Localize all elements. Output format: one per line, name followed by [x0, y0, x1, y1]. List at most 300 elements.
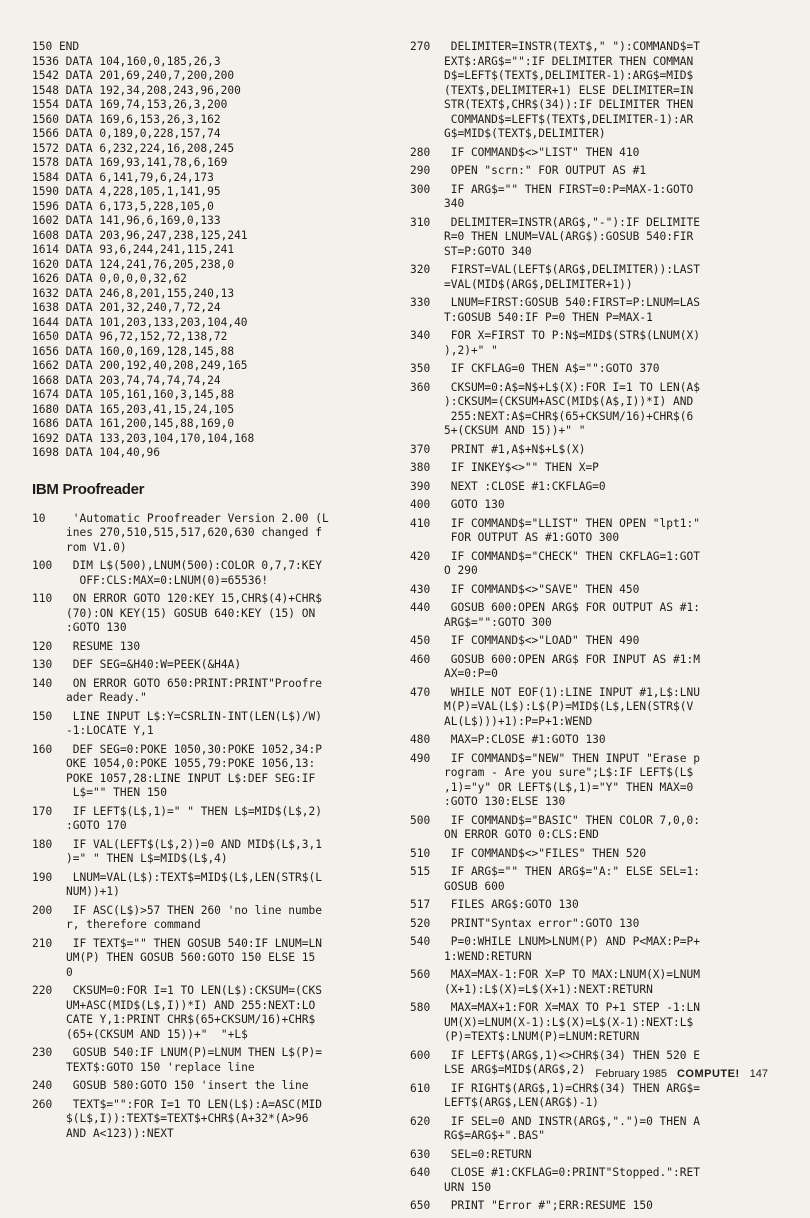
code-line	[32, 512, 398, 527]
code-text: FOR X=FIRST TO P:N$=MID$(STR$(LNUM(X)	[444, 329, 700, 342]
code-text: ON ERROR GOTO 650:PRINT:PRINT"Proofre	[66, 676, 322, 690]
right-column	[410, 40, 800, 1218]
line-number: 600	[410, 1048, 431, 1062]
code-line	[32, 984, 398, 999]
line-number	[410, 344, 444, 359]
data-line: 1542 DATA 201,69,240,7,200,200	[32, 69, 235, 82]
line-number	[410, 766, 444, 781]
line-number: 610	[410, 1081, 431, 1095]
line-number	[410, 531, 444, 546]
code-line	[32, 852, 398, 867]
code-line	[410, 344, 800, 359]
code-line	[32, 937, 398, 952]
code-text: SEL=0:RETURN	[444, 1147, 532, 1161]
line-number	[410, 1030, 444, 1045]
data-listing	[32, 40, 398, 461]
code-text: PRINT "Error #";ERR:RESUME 150	[444, 1199, 653, 1212]
line-number	[410, 245, 444, 260]
line-number: 400	[410, 498, 431, 511]
line-number	[410, 795, 444, 810]
line-number	[32, 526, 66, 541]
line-number: 110	[32, 592, 53, 605]
code-text: STR(TEXT$,CHR$(34)):IF DELIMITER THEN	[444, 98, 694, 111]
code-line	[410, 55, 800, 70]
code-line	[410, 686, 800, 701]
code-line	[410, 263, 800, 278]
code-text: r, therefore command	[66, 918, 201, 931]
line-number: 130	[32, 658, 53, 671]
code-line	[410, 127, 800, 142]
code-text: DELIMITER=INSTR(TEXT$," "):COMMAND$=T	[444, 40, 700, 53]
data-line: 1578 DATA 169,93,141,78,6,169	[32, 156, 228, 169]
code-line	[32, 559, 398, 574]
code-text: NEXT :CLOSE #1:CKFLAG=0	[444, 479, 606, 493]
code-text: MAX=MAX+1:FOR X=MAX TO P+1 STEP -1:LN	[444, 1001, 700, 1014]
code-line	[410, 733, 800, 748]
code-line	[32, 999, 398, 1014]
code-text: PRINT #1,A$+N$+L$(X)	[444, 442, 586, 456]
code-text: LEFT$(ARG$,LEN(ARG$)-1)	[444, 1096, 599, 1109]
line-number	[32, 966, 66, 981]
line-number	[410, 667, 444, 682]
code-text: OKE 1054,0:POKE 1055,79:POKE 1056,13:	[66, 757, 316, 770]
code-line	[410, 1001, 800, 1016]
data-line: 1554 DATA 169,74,153,26,3,200	[32, 98, 228, 111]
code-line	[32, 640, 398, 655]
line-number	[410, 1063, 444, 1078]
code-line	[410, 278, 800, 293]
code-line	[32, 885, 398, 900]
code-text: DEF SEG=0:POKE 1050,30:POKE 1052,34:P	[66, 742, 322, 756]
code-line	[410, 634, 800, 649]
line-number: 10	[32, 511, 46, 525]
code-text: TEXT$="":FOR I=1 TO LEN(L$):A=ASC(MID	[66, 1097, 322, 1111]
code-line	[410, 752, 800, 767]
data-line: 1608 DATA 203,96,247,238,125,241	[32, 228, 248, 242]
data-line: 1626 DATA 0,0,0,0,32,62	[32, 272, 187, 285]
line-number	[410, 880, 444, 895]
code-line	[410, 40, 800, 55]
code-line	[32, 710, 398, 725]
data-line: 1614 DATA 93,6,244,241,115,241	[32, 243, 235, 256]
line-number: 460	[410, 652, 431, 666]
line-number	[410, 828, 444, 843]
data-line: 1590 DATA 4,228,105,1,141,95	[32, 185, 221, 198]
code-line	[410, 715, 800, 730]
code-text: NUM))+1)	[66, 885, 120, 898]
code-line	[32, 819, 398, 834]
code-text: AND A<123)):NEXT	[66, 1126, 174, 1140]
line-number	[32, 541, 66, 556]
code-line	[410, 197, 800, 212]
line-number	[32, 1061, 66, 1076]
line-number: 200	[32, 903, 53, 917]
code-line	[410, 616, 800, 631]
code-text: IF COMMAND$="LLIST" THEN OPEN "lpt1:"	[444, 516, 700, 530]
code-text: URN 150	[444, 1180, 492, 1194]
line-number	[410, 983, 444, 998]
line-number: 515	[410, 865, 431, 878]
data-line: 1560 DATA 169,6,153,26,3,162	[32, 112, 221, 126]
code-line	[410, 183, 800, 198]
code-text: LSE ARG$=MID$(ARG$,2)	[444, 1063, 586, 1076]
code-line	[410, 296, 800, 311]
line-number: 640	[410, 1166, 431, 1179]
line-number: 580	[410, 1001, 431, 1014]
line-number	[410, 98, 444, 113]
code-line	[410, 230, 800, 245]
line-number: 630	[410, 1147, 431, 1161]
code-text: GOSUB 600:OPEN ARG$ FOR OUTPUT AS #1:	[444, 601, 700, 614]
line-number	[410, 950, 444, 965]
code-line	[32, 871, 398, 886]
code-text: IF TEXT$="" THEN GOSUB 540:IF LNUM=LN	[66, 936, 322, 950]
code-text: UM(X)=LNUM(X-1):L$(X)=L$(X-1):NEXT:L$	[444, 1015, 694, 1029]
code-text: ST=P:GOTO 340	[444, 244, 532, 258]
page-number: 147	[749, 1068, 768, 1080]
code-line	[32, 1046, 398, 1061]
code-line	[410, 781, 800, 796]
data-line: 1650 DATA 96,72,152,72,138,72	[32, 330, 228, 343]
page-footer	[595, 1068, 768, 1080]
code-text: $(L$,I)):TEXT$=TEXT$+CHR$(A+32*(A>96	[66, 1112, 309, 1125]
code-text: GOSUB 600:OPEN ARG$ FOR INPUT AS #1:M	[444, 652, 700, 666]
line-number: 480	[410, 733, 431, 746]
data-line: 1536 DATA 104,160,0,185,26,3	[32, 54, 221, 68]
line-number	[32, 852, 66, 867]
line-number	[32, 951, 66, 966]
line-number: 120	[32, 639, 53, 653]
data-line: 1638 DATA 201,32,240,7,72,24	[32, 301, 221, 314]
line-number: 310	[410, 215, 431, 229]
code-line	[410, 968, 800, 983]
code-line	[32, 786, 398, 801]
code-line	[32, 838, 398, 853]
code-text: =VAL(MID$(ARG$,DELIMITER+1))	[444, 277, 633, 291]
code-line	[410, 443, 800, 458]
code-line	[32, 1028, 398, 1043]
line-number: 230	[32, 1046, 53, 1059]
code-text: RG$=ARG$+".BAS"	[444, 1129, 546, 1142]
code-line	[410, 84, 800, 99]
line-number	[32, 1013, 66, 1028]
code-text: EXT$:ARG$="":IF DELIMITER THEN COMMAN	[444, 54, 694, 68]
code-text: IF CKFLAG=0 THEN A$="":GOTO 370	[444, 362, 660, 375]
data-line: 1674 DATA 105,161,160,3,145,88	[32, 388, 235, 401]
code-text: PRINT"Syntax error":GOTO 130	[444, 916, 640, 930]
code-line	[410, 311, 800, 326]
line-number	[32, 1112, 66, 1127]
code-text: GOSUB 580:GOTO 150 'insert the line	[66, 1079, 309, 1092]
code-text: CKSUM=0:A$=N$+L$(X):FOR I=1 TO LEN(A$	[444, 380, 700, 394]
line-number: 300	[410, 182, 431, 196]
code-line	[32, 904, 398, 919]
code-line	[32, 621, 398, 636]
code-line	[32, 1127, 398, 1142]
code-text: 'Automatic Proofreader Version 2.00 (L	[66, 511, 329, 525]
code-line	[410, 424, 800, 439]
code-line	[410, 653, 800, 668]
code-line	[410, 531, 800, 546]
code-text: IF COMMAND$<>"LOAD" THEN 490	[444, 634, 640, 647]
code-text: ON ERROR GOTO 120:KEY 15,CHR$(4)+CHR$	[66, 592, 322, 605]
line-number	[32, 1028, 66, 1043]
line-number	[410, 781, 444, 796]
line-number	[32, 918, 66, 933]
line-number: 160	[32, 742, 53, 756]
line-number: 390	[410, 479, 431, 493]
left-column	[32, 40, 398, 1145]
code-text: (TEXT$,DELIMITER+1) ELSE DELIMITER=IN	[444, 83, 694, 97]
code-text: 5+(CKSUM AND 15))+" "	[444, 424, 586, 437]
code-text: IF ARG$="" THEN FIRST=0:P=MAX-1:GOTO	[444, 182, 694, 196]
line-number	[32, 757, 66, 772]
code-line	[410, 517, 800, 532]
line-number	[410, 564, 444, 579]
code-line	[32, 772, 398, 787]
line-number: 490	[410, 751, 431, 765]
line-number: 290	[410, 164, 431, 177]
line-number: 450	[410, 634, 431, 647]
code-text: IF COMMAND$="NEW" THEN INPUT "Erase p	[444, 751, 700, 765]
data-line: 150 END	[32, 40, 80, 53]
line-number	[410, 1096, 444, 1111]
code-text: (X+1):L$(X)=L$(X+1):NEXT:RETURN	[444, 982, 653, 996]
data-line: 1662 DATA 200,192,40,208,249,165	[32, 359, 248, 372]
line-number	[410, 715, 444, 730]
code-text: ader Ready."	[66, 691, 147, 704]
code-line	[32, 757, 398, 772]
line-number	[410, 113, 444, 128]
data-line: 1686 DATA 161,200,145,88,169,0	[32, 417, 235, 430]
line-number: 150	[32, 709, 53, 723]
code-line	[32, 1061, 398, 1076]
code-line	[410, 1082, 800, 1097]
code-line	[410, 583, 800, 598]
code-line	[410, 795, 800, 810]
code-text: UM+ASC(MID$(L$,I))*I) AND 255:NEXT:LO	[66, 998, 316, 1012]
code-text: :GOTO 130	[66, 621, 127, 634]
code-text: IF COMMAND$="CHECK" THEN CKFLAG=1:GOT	[444, 549, 700, 563]
code-text: (65+(CKSUM AND 15))+" "+L$	[66, 1027, 248, 1041]
code-text: GOSUB 600	[444, 879, 505, 893]
code-line	[32, 526, 398, 541]
code-line	[32, 724, 398, 739]
data-line: 1548 DATA 192,34,208,243,96,200	[32, 83, 241, 97]
code-line	[410, 700, 800, 715]
code-line	[410, 564, 800, 579]
line-number	[410, 127, 444, 142]
data-line: 1572 DATA 6,232,224,16,208,245	[32, 141, 235, 155]
line-number	[32, 786, 66, 801]
line-number	[410, 1016, 444, 1031]
code-line	[410, 480, 800, 495]
code-line	[32, 592, 398, 607]
code-line	[32, 1079, 398, 1094]
code-text: IF COMMAND$<>"SAVE" THEN 450	[444, 582, 640, 596]
code-line	[32, 805, 398, 820]
code-line	[410, 329, 800, 344]
data-line: 1566 DATA 0,189,0,228,157,74	[32, 127, 221, 140]
code-text: IF COMMAND$<>"LIST" THEN 410	[444, 145, 640, 159]
code-line	[410, 1049, 800, 1064]
line-number	[32, 691, 66, 706]
code-text: UM(P) THEN GOSUB 560:GOTO 150 ELSE 15	[66, 951, 316, 964]
code-text: :GOTO 170	[66, 819, 127, 832]
code-text: FILES ARG$:GOTO 130	[444, 898, 579, 911]
code-line	[410, 216, 800, 231]
code-text: IF SEL=0 AND INSTR(ARG$,".")=0 THEN A	[444, 1114, 700, 1128]
code-text: L$="" THEN 150	[66, 786, 168, 799]
code-line	[410, 1181, 800, 1196]
code-text: ines 270,510,515,517,620,630 changed f	[66, 526, 322, 539]
code-text: CKSUM=0:FOR I=1 TO LEN(L$):CKSUM=(CKS	[66, 984, 322, 997]
code-line	[32, 658, 398, 673]
code-text: R=0 THEN LNUM=VAL(ARG$):GOSUB 540:FIR	[444, 230, 694, 243]
code-line	[32, 918, 398, 933]
code-line	[410, 498, 800, 513]
code-text: OPEN "scrn:" FOR OUTPUT AS #1	[444, 164, 647, 177]
code-text: ARG$="":GOTO 300	[444, 615, 552, 629]
code-line	[410, 1199, 800, 1214]
line-number: 340	[410, 329, 431, 342]
code-text: ):CKSUM=(CKSUM+ASC(MID$(A$,I))*I) AND	[444, 395, 694, 408]
line-number: 410	[410, 516, 431, 530]
code-text: MAX=P:CLOSE #1:GOTO 130	[444, 733, 606, 746]
line-number	[32, 1127, 66, 1142]
code-text: DIM L$(500),LNUM(500):COLOR 0,7,7:KEY	[66, 559, 322, 572]
code-line	[410, 667, 800, 682]
code-line	[32, 541, 398, 556]
code-text: GOSUB 540:IF LNUM(P)=LNUM THEN L$(P)=	[66, 1046, 322, 1059]
code-text: LINE INPUT L$:Y=CSRLIN-INT(LEN(L$)/W)	[66, 709, 322, 723]
line-number: 270	[410, 40, 431, 53]
line-number	[410, 84, 444, 99]
line-number: 360	[410, 380, 431, 394]
code-text: IF ASC(L$)>57 THEN 260 'no line numbe	[66, 903, 322, 917]
code-line	[410, 828, 800, 843]
data-line: 1644 DATA 101,203,133,203,104,40	[32, 315, 248, 329]
code-line	[410, 164, 800, 179]
code-text: DELIMITER=INSTR(ARG$,"-"):IF DELIMITE	[444, 215, 700, 229]
code-text: WHILE NOT EOF(1):LINE INPUT #1,L$:LNU	[444, 685, 700, 699]
line-number	[410, 1129, 444, 1144]
code-line	[410, 1148, 800, 1163]
line-number: 560	[410, 968, 431, 981]
code-line	[32, 1112, 398, 1127]
line-number: 220	[32, 984, 53, 997]
line-number: 330	[410, 296, 431, 309]
code-text: IF RIGHT$(ARG$,1)=CHR$(34) THEN ARG$=	[444, 1081, 700, 1095]
line-number	[410, 230, 444, 245]
code-text: P=0:WHILE LNUM>LNUM(P) AND P<MAX:P=P+	[444, 935, 700, 948]
line-number: 140	[32, 676, 53, 690]
code-line	[410, 113, 800, 128]
issue-date: February 1985	[595, 1068, 667, 1080]
data-line: 1596 DATA 6,173,5,228,105,0	[32, 199, 214, 213]
line-number	[32, 885, 66, 900]
data-line: 1620 DATA 124,241,76,205,238,0	[32, 257, 235, 271]
code-line	[410, 69, 800, 84]
code-text: LNUM=FIRST:GOSUB 540:FIRST=P:LNUM=LAS	[444, 296, 700, 309]
code-line	[410, 766, 800, 781]
code-line	[32, 966, 398, 981]
line-number: 620	[410, 1114, 431, 1128]
code-text: (70):ON KEY(15) GOSUB 640:KEY (15) ON	[66, 606, 316, 620]
line-number: 420	[410, 549, 431, 563]
code-text: AL(L$)))+1):P=P+1:WEND	[444, 714, 593, 728]
statement-gap	[32, 1141, 398, 1145]
code-line	[410, 146, 800, 161]
code-line	[410, 245, 800, 260]
code-text: OFF:CLS:MAX=0:LNUM(0)=65536!	[66, 573, 269, 587]
code-line	[410, 865, 800, 880]
code-text: FIRST=VAL(LEFT$(ARG$,DELIMITER)):LAST	[444, 263, 700, 276]
line-number	[32, 574, 66, 589]
code-line	[410, 1129, 800, 1144]
code-text: IF VAL(LEFT$(L$,2))=0 AND MID$(L$,3,1	[66, 837, 322, 851]
data-line: 1698 DATA 104,40,96	[32, 446, 160, 459]
code-text: CATE Y,1:PRINT CHR$(65+CKSUM/16)+CHR$	[66, 1013, 316, 1026]
code-text: TEXT$:GOTO 150 'replace line	[66, 1060, 255, 1074]
code-text: ,1)="y" OR LEFT$(L$,1)="Y" THEN MAX=0	[444, 780, 694, 794]
line-number: 517	[410, 898, 431, 911]
code-line	[32, 677, 398, 692]
data-line: 1668 DATA 203,74,74,74,74,24	[32, 373, 221, 387]
code-line	[410, 1115, 800, 1130]
code-line	[32, 1013, 398, 1028]
code-text: rogram - Are you sure";L$:IF LEFT$(L$	[444, 766, 694, 779]
section-heading: IBM Proofreader	[32, 480, 145, 498]
line-number: 210	[32, 936, 53, 950]
line-number: 510	[410, 846, 431, 860]
statement-gap	[410, 1214, 800, 1218]
line-number	[410, 1181, 444, 1196]
code-line	[410, 917, 800, 932]
line-number: 380	[410, 461, 431, 474]
code-text: 340	[444, 197, 465, 210]
line-number	[32, 724, 66, 739]
data-line: 1680 DATA 165,203,41,15,24,105	[32, 402, 235, 416]
line-number: 500	[410, 813, 431, 827]
line-number: 370	[410, 442, 431, 456]
code-text: )=" " THEN L$=MID$(L$,4)	[66, 852, 228, 865]
code-line	[410, 410, 800, 425]
code-text: IF ARG$="" THEN ARG$="A:" ELSE SEL=1:	[444, 865, 700, 878]
code-text: DEF SEG=&H40:W=PEEK(&H4A)	[66, 658, 242, 671]
magazine-name: COMPUTE!	[676, 1068, 740, 1080]
code-line	[410, 601, 800, 616]
line-number	[32, 621, 66, 636]
line-number: 260	[32, 1097, 53, 1111]
code-line	[410, 550, 800, 565]
code-line	[410, 880, 800, 895]
code-text: G$=MID$(TEXT$,DELIMITER)	[444, 127, 606, 140]
code-text: D$=LEFT$(TEXT$,DELIMITER-1):ARG$=MID$	[444, 69, 694, 82]
line-number: 350	[410, 362, 431, 375]
code-line	[32, 607, 398, 622]
code-line	[410, 898, 800, 913]
line-number	[410, 395, 444, 410]
code-line	[410, 847, 800, 862]
line-number	[410, 311, 444, 326]
line-number: 520	[410, 916, 431, 930]
code-text: :GOTO 130:ELSE 130	[444, 795, 566, 808]
line-number	[410, 410, 444, 425]
code-text: 1:WEND:RETURN	[444, 949, 532, 963]
code-text: AX=0:P=0	[444, 667, 498, 680]
line-number	[410, 197, 444, 212]
